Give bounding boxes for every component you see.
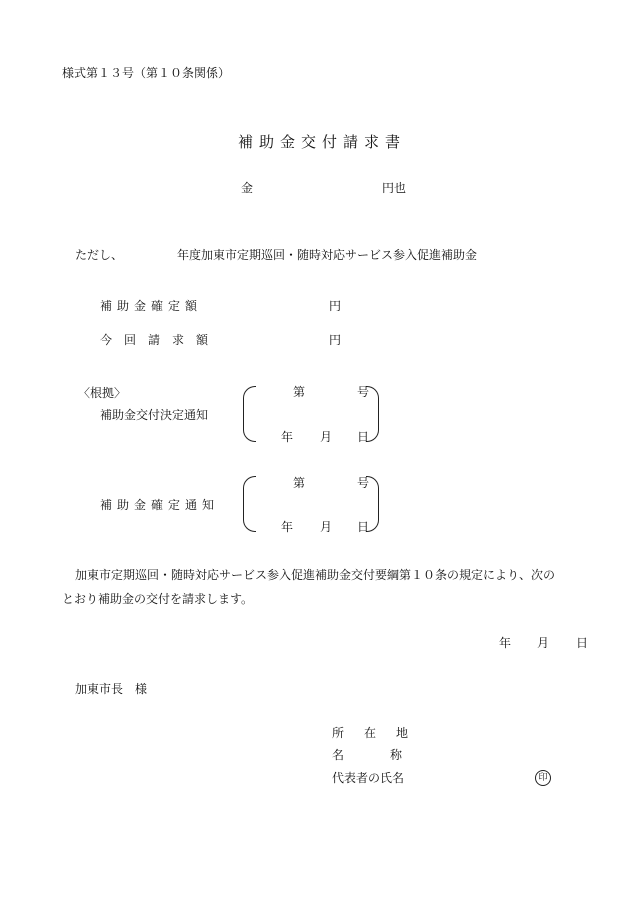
basis-header: 〈根拠〉 (78, 386, 127, 400)
amount-suffix: 円也 (382, 181, 407, 195)
confirmed-amount-unit: 円 (329, 299, 342, 313)
decision-notice-label: 補助金交付決定通知 (100, 408, 209, 422)
confirmation-day: 日 (357, 520, 370, 534)
confirmation-go: 号 (357, 476, 370, 490)
amount-prefix: 金 (241, 181, 254, 195)
decision-go: 号 (357, 385, 370, 399)
body-text-line1: 加東市定期巡回・随時対応サービス参入促進補助金交付要綱第１０条の規定により、次の (75, 568, 556, 582)
applicant-name-label: 名称 (332, 748, 449, 762)
applicant-address-label: 所在地 (332, 726, 429, 740)
request-amount-label: 今回請求額 (100, 333, 221, 347)
decision-month: 月 (320, 430, 333, 444)
document-title: 補助金交付請求書 (238, 133, 407, 151)
date-year: 年 (499, 636, 512, 650)
date-day: 日 (576, 636, 589, 650)
confirmation-month: 月 (320, 520, 333, 534)
request-amount-unit: 円 (329, 333, 342, 347)
left-bracket (243, 386, 256, 442)
decision-dai: 第 (293, 385, 306, 399)
form-number: 様式第１３号（第１０条関係） (62, 66, 231, 80)
seal-mark: 印 (535, 770, 551, 786)
addressee: 加東市長 様 (75, 682, 148, 696)
body-text-line2: とおり補助金の交付を請求します。 (62, 592, 254, 606)
purpose-text: 年度加東市定期巡回・随時対応サービス参入促進補助金 (177, 248, 478, 262)
decision-day: 日 (357, 430, 370, 444)
confirmation-year: 年 (281, 520, 294, 534)
confirmation-dai: 第 (293, 476, 306, 490)
confirmed-amount-label: 補助金確定額 (100, 299, 203, 313)
decision-year: 年 (281, 430, 294, 444)
purpose-prefix: ただし、 (75, 248, 124, 262)
left-bracket (243, 476, 256, 532)
date-month: 月 (537, 636, 550, 650)
confirmation-notice-label: 補助金確定通知 (100, 498, 220, 512)
representative-label: 代表者の氏名 (332, 771, 405, 785)
